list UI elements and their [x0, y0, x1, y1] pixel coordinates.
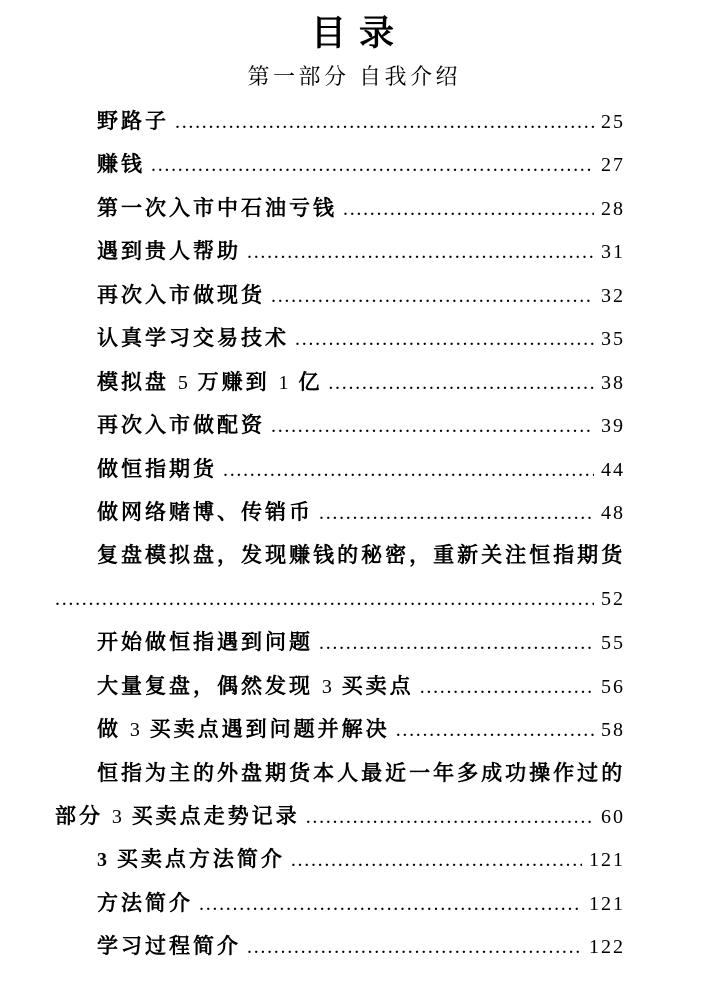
toc-entry-line: [55, 230, 625, 273]
inline-number: 3: [129, 719, 141, 742]
toc-entry-line: [55, 665, 625, 708]
dot-leader: [271, 405, 594, 447]
inline-number: 3: [111, 806, 123, 828]
toc-entry-line: [55, 187, 625, 230]
dot-leader: [175, 101, 594, 143]
toc-entry-page-number: 31: [601, 241, 625, 264]
toc-entry-page-number: 52: [601, 587, 625, 610]
toc-entry-title: 第一次入市中石油亏钱: [97, 196, 337, 220]
inline-number: 3: [321, 675, 333, 698]
toc-entry-title: 大量复盘，偶然发现 3 买卖点: [97, 674, 414, 698]
toc-entry-line: [55, 752, 625, 795]
toc-entry-page-number: 44: [601, 458, 625, 481]
toc-entry-page-number: 55: [601, 632, 625, 655]
toc-entry-page-number: 27: [601, 154, 625, 177]
inline-number: 5: [177, 371, 189, 394]
dot-leader: [55, 578, 594, 621]
toc-entry-line: [55, 274, 625, 317]
toc-entry-line: [55, 491, 625, 534]
toc-entry-title: 再次入市做现货: [97, 283, 265, 307]
toc-entry-page-number: 58: [601, 719, 625, 742]
toc-entry-title: 做 3 买卖点遇到问题并解决: [97, 718, 390, 742]
dot-leader: [328, 362, 594, 404]
toc-entry-page-number: 48: [601, 501, 625, 524]
toc-entry-line: [55, 143, 625, 186]
toc-entry-line: [55, 448, 625, 491]
dot-leader: [291, 839, 582, 881]
dot-leader: [223, 449, 594, 491]
toc-entry-line: [55, 795, 625, 838]
toc-entry-title: 开始做恒指遇到问题: [97, 631, 313, 655]
toc-entry-title: 遇到贵人帮助: [97, 240, 241, 264]
dot-leader: [271, 275, 594, 317]
dot-leader: [319, 622, 594, 664]
page-title: 目录: [310, 14, 407, 53]
toc-entry-title: 再次入市做配资: [97, 414, 265, 438]
toc-entry-line: [55, 578, 625, 621]
toc-list: [55, 100, 625, 969]
toc-entry-title: 方法简介: [97, 891, 193, 915]
toc-entry-title: 复盘模拟盘，发现赚钱的秘密，重新关注恒指期货: [97, 544, 625, 568]
toc-entry-page-number: 60: [601, 806, 625, 828]
toc-entry-line: [55, 404, 625, 447]
dot-leader: [306, 796, 594, 838]
toc-entry-title: 认真学习交易技术: [97, 327, 289, 351]
toc-entry-page-number: 32: [601, 284, 625, 307]
dot-leader: [319, 492, 594, 534]
inline-number: 3: [97, 849, 108, 872]
toc-entry-line: [55, 317, 625, 360]
toc-entry-line: [55, 925, 625, 968]
dot-leader: [247, 231, 594, 273]
toc-entry-page-number: 56: [601, 675, 625, 698]
toc-entry-page-number: 122: [589, 936, 625, 959]
toc-entry-title: 野路子: [97, 110, 169, 133]
section-heading: 第一部分 自我介绍: [247, 64, 462, 89]
toc-entry-page-number: 28: [601, 197, 625, 220]
toc-entry-line: [55, 838, 625, 881]
dot-leader: [295, 318, 594, 360]
toc-entry-title: 做网络赌博、传销币: [97, 500, 313, 524]
dot-leader: [151, 144, 594, 186]
toc-entry-title: 学习过程简介: [97, 935, 241, 959]
toc-entry-page-number: 121: [589, 849, 625, 872]
toc-entry-title: 恒指为主的外盘期货本人最近一年多成功操作过的: [97, 761, 625, 785]
toc-entry-page-number: 25: [601, 111, 625, 133]
dot-leader: [343, 188, 594, 230]
toc-entry-title: 赚钱: [97, 153, 145, 177]
toc-entry-line: [55, 621, 625, 664]
toc-entry-title: 3 买卖点方法简介: [97, 848, 285, 872]
toc-entry-page-number: 121: [589, 892, 625, 915]
toc-entry-line: [55, 100, 625, 143]
toc-entry-title: 做恒指期货: [97, 457, 217, 481]
dot-leader: [247, 926, 582, 968]
dot-leader: [396, 709, 594, 751]
inline-number: 1: [278, 371, 290, 394]
toc-entry-page-number: 39: [601, 415, 625, 438]
toc-entry-page-number: 35: [601, 328, 625, 351]
dot-leader: [420, 666, 594, 708]
dot-leader: [199, 883, 582, 925]
toc-entry-title: 模拟盘 5 万赚到 1 亿: [97, 370, 323, 394]
toc-entry-line: [55, 882, 625, 925]
toc-entry-line: [55, 361, 625, 404]
toc-entry-line: [55, 708, 625, 751]
toc-entry-page-number: 38: [601, 371, 625, 394]
toc-entry-title-continued: 部分 3 买卖点走势记录: [55, 805, 300, 828]
toc-entry-line: [55, 534, 625, 577]
